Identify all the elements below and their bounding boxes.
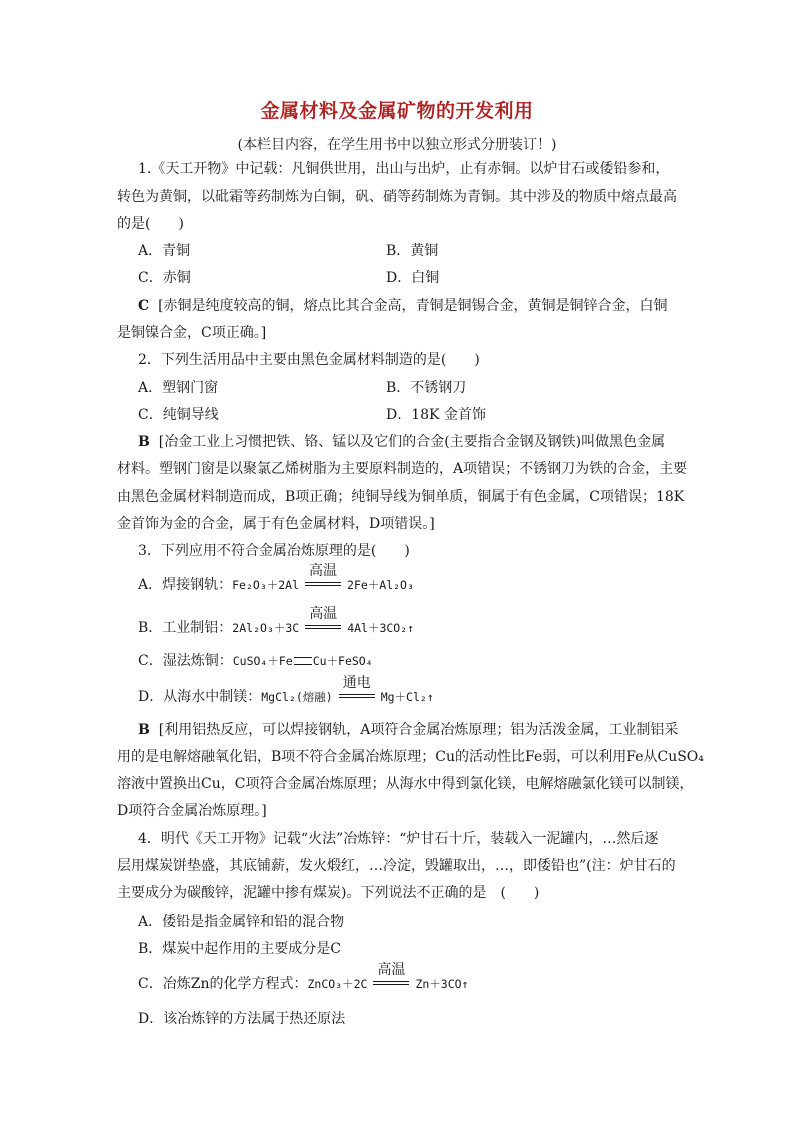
q2-option-a: A．塑钢门窗: [138, 380, 219, 396]
q3-option-d-reactants: MgCl₂(熔融): [261, 690, 333, 704]
q3-explanation-line-2: 用的是电解熔融氧化铝，B项不符合金属冶炼原理；Cu的活动性比Fe弱，可以利用Fe从CuSO₄: [117, 749, 704, 765]
q1-stem-line-3: 的是( ): [117, 216, 184, 232]
q4-stem-line-1: 4．明代《天工开物》记载“火法”冶炼锌：“炉甘石十斤，装载入一泥罐内，…然后逐: [138, 831, 659, 847]
q3-option-a-reactants: Fe₂O₃＋2Al: [232, 578, 300, 592]
q4-option-c-condition: 高温: [377, 962, 406, 978]
q2-explanation-line-3: 由黑色金属材料制造而成，B项正确；纯铜导线为铜单质，铜属于有色金属，C项错误；18K: [117, 489, 685, 505]
q3-explanation-line-1: [138, 721, 678, 739]
q1-option-c: C．赤铜: [138, 270, 191, 286]
q3-option-a-products: 2Fe＋Al₂O₃: [347, 578, 414, 592]
q2-answer: B: [138, 434, 150, 450]
q3-option-d-products: Mg＋Cl₂↑: [380, 690, 434, 704]
q2-explanation-line-4: 金首饰为金的合金，属于有色金属材料，D项错误。]: [117, 516, 435, 532]
q3-option-c-reactants: CuSO₄＋Fe: [232, 654, 293, 668]
q3-option-a-label: A．焊接钢轨：: [138, 577, 233, 593]
q4-option-d: D．该冶炼锌的方法属于热还原法: [138, 1011, 346, 1027]
q3-option-a-condition: 高温: [309, 563, 338, 579]
q2-option-b: B．不锈钢刀: [386, 380, 467, 396]
q1-option-d: D．白铜: [386, 270, 440, 286]
page-title: 金属材料及金属矿物的开发利用: [260, 100, 534, 122]
q3-option-b-reactants: 2Al₂O₃＋3C: [232, 621, 300, 635]
q4-option-c-reactants: ZnCO₃＋2C: [307, 977, 368, 991]
q3-option-c: [138, 652, 373, 670]
equals-sign: [294, 657, 312, 665]
q4-option-a: A．倭铅是指金属锌和铅的混合物: [138, 914, 345, 930]
q2-option-c: C．纯铜导线: [138, 407, 219, 423]
q3-option-d-label: D．从海水中制镁：: [138, 689, 262, 705]
q4-option-b: B．煤炭中起作用的主要成分是C: [138, 941, 341, 957]
q3-answer: B: [138, 722, 150, 738]
q1-answer: C: [138, 298, 150, 314]
q3-option-c-products: Cu＋FeSO₄: [312, 654, 373, 668]
q3-option-b-condition: 高温: [309, 606, 338, 622]
q3-option-a: [138, 563, 414, 594]
reaction-condition-arrow: [303, 606, 343, 637]
q2-explanation-text-1: [冶金工业上习惯把铁、铬、锰以及它们的合金(主要指合金钢及钢铁)叫做黑色金属: [158, 434, 666, 450]
q1-option-b: B．黄铜: [386, 243, 439, 259]
q3-explanation-line-4: D项符合金属冶炼原理。]: [117, 803, 267, 819]
page-subtitle: (本栏目内容，在学生用书中以独立形式分册装订！): [237, 137, 557, 153]
q3-explanation-text-1: [利用铝热反应，可以焊接钢轨，A项符合金属冶炼原理；铝为活泼金属，工业制铝采: [158, 722, 679, 738]
q1-explanation-text-1: [赤铜是纯度较高的铜，熔点比其合金高，青铜是铜锡合金，黄铜是铜锌合金，白铜: [158, 298, 668, 314]
q4-option-c-products: Zn＋3CO↑: [415, 977, 469, 991]
q1-stem-line-2: 转色为黄铜，以砒霜等药制炼为白铜，矾、硝等药制炼为青铜。其中涉及的物质中熔点最高: [117, 189, 677, 205]
q3-option-b-label: B．工业制铝：: [138, 620, 233, 636]
q2-explanation-line-1: [138, 433, 665, 451]
q4-stem-line-3: 主要成分为碳酸锌，泥罐中掺有煤炭)。下列说法不正确的是 ( ): [117, 885, 540, 901]
q3-option-d: [138, 675, 434, 706]
q4-option-c-label: C．冶炼Zn的化学方程式：: [138, 976, 308, 992]
q2-stem: 2．下列生活用品中主要由黑色金属材料制造的是( ): [138, 352, 480, 368]
q1-stem-line-1: 1.《天工开物》中记载：凡铜供世用，出山与出炉，止有赤铜。以炉甘石或倭铅参和，: [138, 161, 670, 177]
q1-explanation-line-2: 是铜镍合金，C项正确。]: [117, 325, 267, 341]
reaction-condition-arrow: [337, 675, 377, 706]
reaction-condition-arrow: [303, 563, 343, 594]
q4-stem-line-2: 层用煤炭饼垫盛，其底铺薪，发火煅红，…冷淀，毁罐取出，…，即倭铅也”(注：炉甘石的: [117, 858, 676, 874]
reaction-condition-arrow: [371, 962, 411, 993]
q1-explanation-line-1: [138, 297, 668, 315]
q3-explanation-line-3: 溶液中置换出Cu，C项符合金属冶炼原理；从海水中得到氯化镁，电解熔融氯化镁可以制镁，: [117, 776, 694, 792]
q2-explanation-line-2: 材料。塑钢门窗是以聚氯乙烯树脂为主要原料制造的，A项错误；不锈钢刀为铁的合金，主要: [117, 461, 688, 477]
q1-option-a: A．青铜: [138, 243, 191, 259]
q4-option-c: [138, 962, 469, 993]
q2-option-d: D．18K 金首饰: [386, 407, 486, 423]
q3-option-b-products: 4Al＋3CO₂↑: [347, 621, 415, 635]
q3-option-d-condition: 通电: [342, 675, 371, 691]
q3-option-b: [138, 606, 415, 637]
q3-stem: 3．下列应用不符合金属冶炼原理的是( ): [138, 543, 410, 559]
q3-option-c-label: C．湿法炼铜：: [138, 653, 233, 669]
